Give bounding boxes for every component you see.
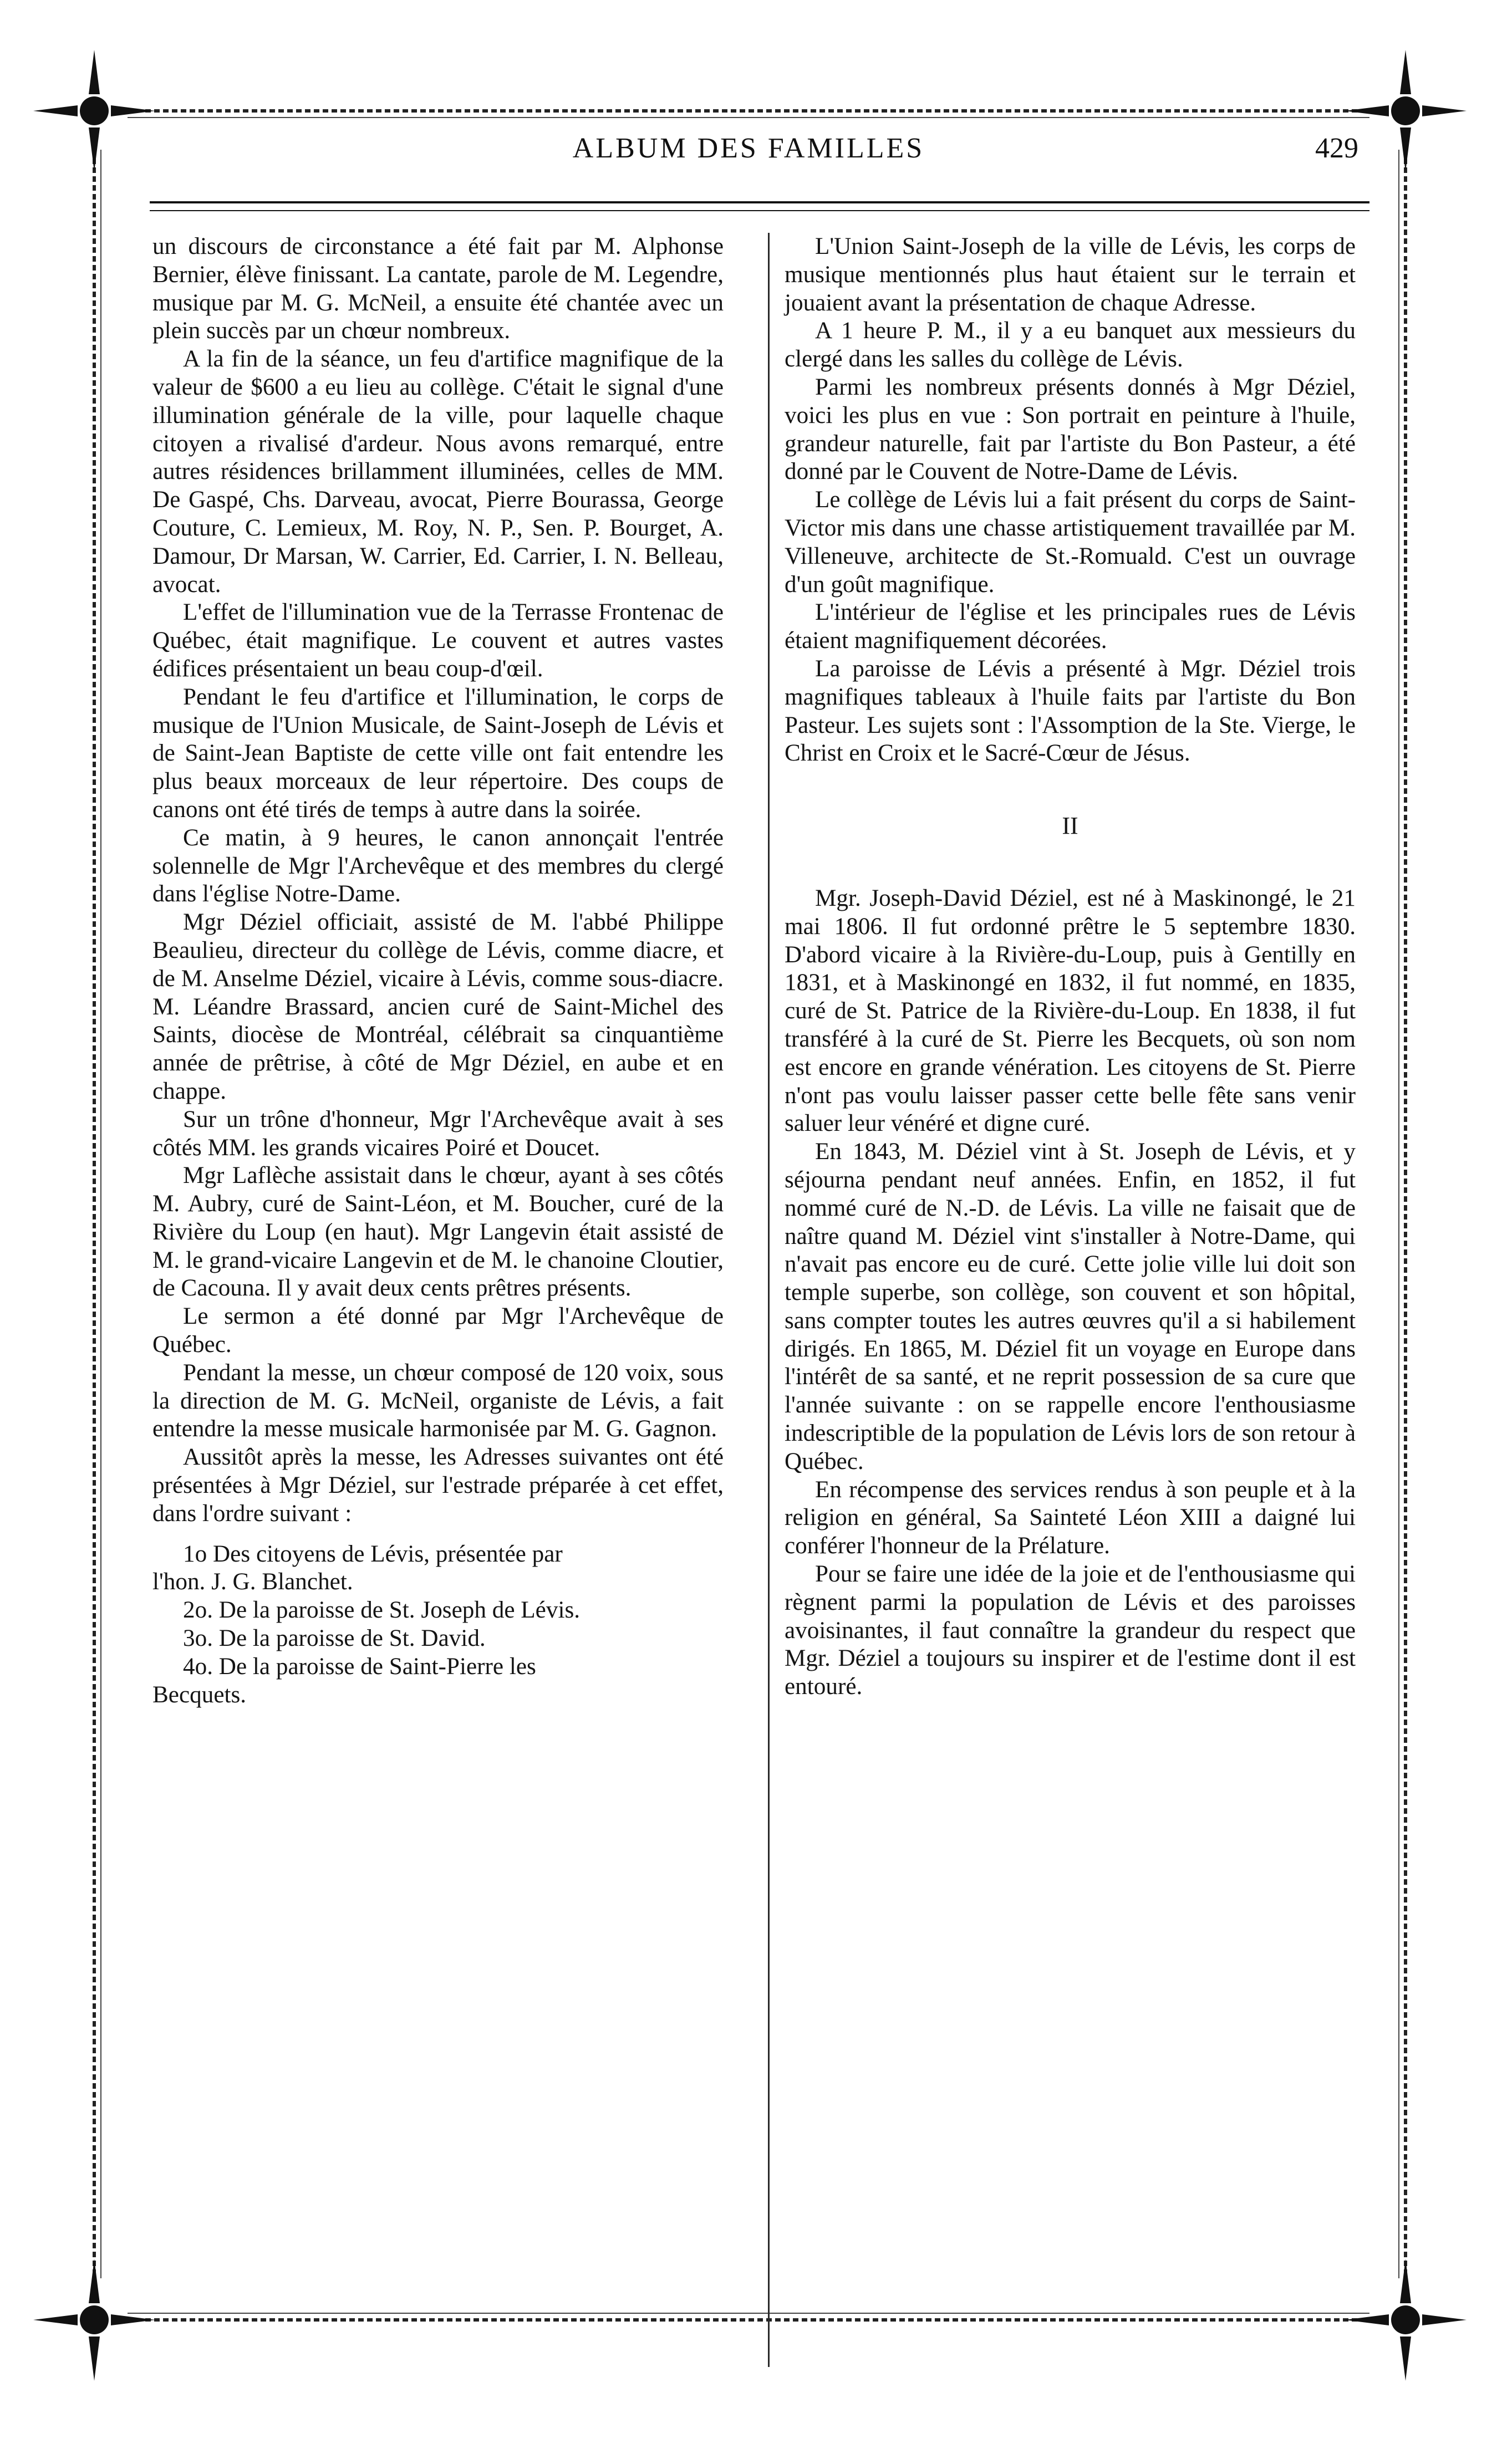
list-item: 3o. De la paroisse de St. David. xyxy=(183,1625,486,1652)
paragraph: A 1 heure P. M., il y a eu banquet aux messieurs du clergé dans les salles du collège de Lévis. xyxy=(785,318,1356,373)
paragraph: Sur un trône d'honneur, Mgr l'Archevêque avait à ses côtés MM. les grands vicaires Poiré et Doucet. xyxy=(152,1106,724,1161)
paragraph: Le collège de Lévis lui a fait présent du corps de Saint-Victor mis dans une chasse artistiquement travaillée par M. Villeneuve, architecte de St.-Romuald. C'est un ouvrage d'un goût magnifique. xyxy=(785,487,1356,598)
paragraph: Ce matin, à 9 heures, le canon annonçait l'entrée solennelle de Mgr l'Archevêque et des membres du clergé dans l'église Notre-Dame. xyxy=(152,824,724,907)
paragraph: Parmi les nombreux présents donnés à Mgr Déziel, voici les plus en vue : Son portrait en peinture à l'huile, grandeur naturelle, fait par l'artiste du Bon Pasteur, a été donné par le Couvent de Notre-Dame de Lévis. xyxy=(785,374,1356,485)
paragraph: En 1843, M. Déziel vint à St. Joseph de Lévis, et y séjourna pendant neuf années. Enfin, en 1852, il fut nommé curé de N.-D. de Lévis. La ville ne faisait que de naître quand M. Déziel vint s'installer à Notre-Dame, qui n'avait pas encore eu de curé. Cette jolie ville lui doit son temple superbe, son collège, son couvent et son hôpital, sans compter toutes les autres œuvres qu'il a si habilement dirigés. En 1865, M. Déziel fit un voyage en Europe dans l'intérêt de sa santé, et ne reprit possession de sa cure que l'année suivante : on se rappelle encore l'enthousiasme indescriptible de la population de Lévis lors de son retour à Québec. xyxy=(785,1139,1356,1475)
address-list xyxy=(152,1540,724,1710)
right-column xyxy=(785,233,1356,1701)
paragraph: L'effet de l'illumination vue de la Terrasse Frontenac de Québec, était magnifique. Le couvent et autres vastes édifices présentaient un beau coup-d'œil. xyxy=(152,599,724,682)
paragraph: Aussitôt après la messe, les Adresses suivantes ont été présentées à Mgr Déziel, sur l'estrade préparée à cet effet, dans l'ordre suivant : xyxy=(152,1444,724,1527)
list-item: 2o. De la paroisse de St. Joseph de Lévis. xyxy=(183,1597,581,1624)
running-title: ALBUM DES FAMILLES xyxy=(572,132,925,164)
running-header xyxy=(128,132,1369,182)
paragraph: Pendant la messe, un chœur composé de 120 voix, sous la direction de M. G. McNeil, organiste de Lévis, a fait entendre la messe musicale harmonisée par M. G. Gagnon. xyxy=(152,1359,724,1442)
page-number: 429 xyxy=(1315,132,1358,164)
paragraph: Mgr Laflèche assistait dans le chœur, ayant à ses côtés M. Aubry, curé de Saint-Léon, et M. Boucher, curé de la Rivière du Loup (en haut). Mgr Langevin était assisté de M. le grand-vicaire Langevin et de M. le chanoine Cloutier, de Cacouna. Il y avait deux cents prêtres présents. xyxy=(152,1162,724,1302)
list-item: l'hon. J. G. Blanchet. xyxy=(152,1569,353,1595)
paragraph: un discours de circonstance a été fait par M. Alphonse Bernier, élève finissant. La cantate, parole de M. Legendre, musique par M. G. McNeil, a ensuite été chantée avec un plein succès par un chœur nombreux. xyxy=(152,233,724,344)
left-column xyxy=(152,233,724,1709)
paragraph: Mgr. Joseph-David Déziel, est né à Maskinongé, le 21 mai 1806. Il fut ordonné prêtre le 5 septembre 1830. D'abord vicaire à la Rivière-du-Loup, puis à Gentilly en 1831, et à Maskinongé en 1832, il fut nommé, en 1835, curé de St. Patrice de la Rivière-du-Loup. En 1838, il fut transféré à la curé de St. Pierre les Becquets, où son nom est encore en grande vénération. Les citoyens de St. Pierre n'ont pas voulu laisser passer cette belle fête sans venir saluer leur vénéré et digne curé. xyxy=(785,885,1356,1137)
paragraph: Le sermon a été donné par Mgr l'Archevêque de Québec. xyxy=(152,1303,724,1358)
paragraph: L'Union Saint-Joseph de la ville de Lévis, les corps de musique mentionnés plus haut étaient sur le terrain et jouaient avant la présentation de chaque Adresse. xyxy=(785,233,1356,316)
section-number: II xyxy=(1062,812,1078,840)
paragraph: L'intérieur de l'église et les principales rues de Lévis étaient magnifiquement décorées. xyxy=(785,599,1356,654)
paragraph: A la fin de la séance, un feu d'artifice magnifique de la valeur de $600 a eu lieu au collège. C'était le signal d'une illumination générale de la ville, pour laquelle chaque citoyen a rivalisé d'ardeur. Nous avons remarqué, entre autres résidences brillamment illuminées, celles de MM. De Gaspé, Chs. Darveau, avocat, Pierre Bourassa, George Couture, C. Lemieux, M. Roy, N. P., Sen. P. Bourget, A. Damour, Dr Marsan, W. Carrier, Ed. Carrier, I. N. Belleau, avocat. xyxy=(152,346,724,598)
paragraph: Pour se faire une idée de la joie et de l'enthousiasme qui règnent parmi la population de Lévis et des paroisses avoisinantes, il faut connaître la grandeur du respect que Mgr. Déziel a toujours su inspirer et de l'estime dont il est entouré. xyxy=(785,1561,1356,1700)
paragraph: La paroisse de Lévis a présenté à Mgr. Déziel trois magnifiques tableaux à l'huile faits par l'artiste du Bon Pasteur. Les sujets sont : l'Assomption de la Ste. Vierge, le Christ en Croix et le Sacré-Cœur de Jésus. xyxy=(785,655,1356,767)
column-separator xyxy=(768,233,770,2367)
list-item: Becquets. xyxy=(152,1681,247,1708)
list-item: 4o. De la paroisse de Saint-Pierre les xyxy=(183,1653,536,1680)
paragraph: Mgr Déziel officiait, assisté de M. l'abbé Philippe Beaulieu, directeur du collège de Lévis, comme diacre, et de M. Anselme Déziel, vicaire à Lévis, comme sous-diacre. M. Léandre Brassard, ancien curé de Saint-Michel des Saints, diocèse de Montréal, célébrait sa cinquantième année de prêtrise, à côté de Mgr Déziel, en aube et en chappe. xyxy=(152,909,724,1104)
list-item: 1o Des citoyens de Lévis, présentée par xyxy=(183,1540,563,1567)
paragraph: En récompense des services rendus à son peuple et à la religion en général, Sa Sainteté Léon XIII a daigné lui conférer l'honneur de la Prélature. xyxy=(785,1476,1356,1559)
paragraph: Pendant le feu d'artifice et l'illumination, le corps de musique de l'Union Musicale, de Saint-Joseph de Lévis et de Saint-Jean Baptiste de cette ville ont fait entendre les plus beaux morceaux de leur répertoire. Des coups de canons ont été tirés de temps à autre dans la soirée. xyxy=(152,683,724,823)
